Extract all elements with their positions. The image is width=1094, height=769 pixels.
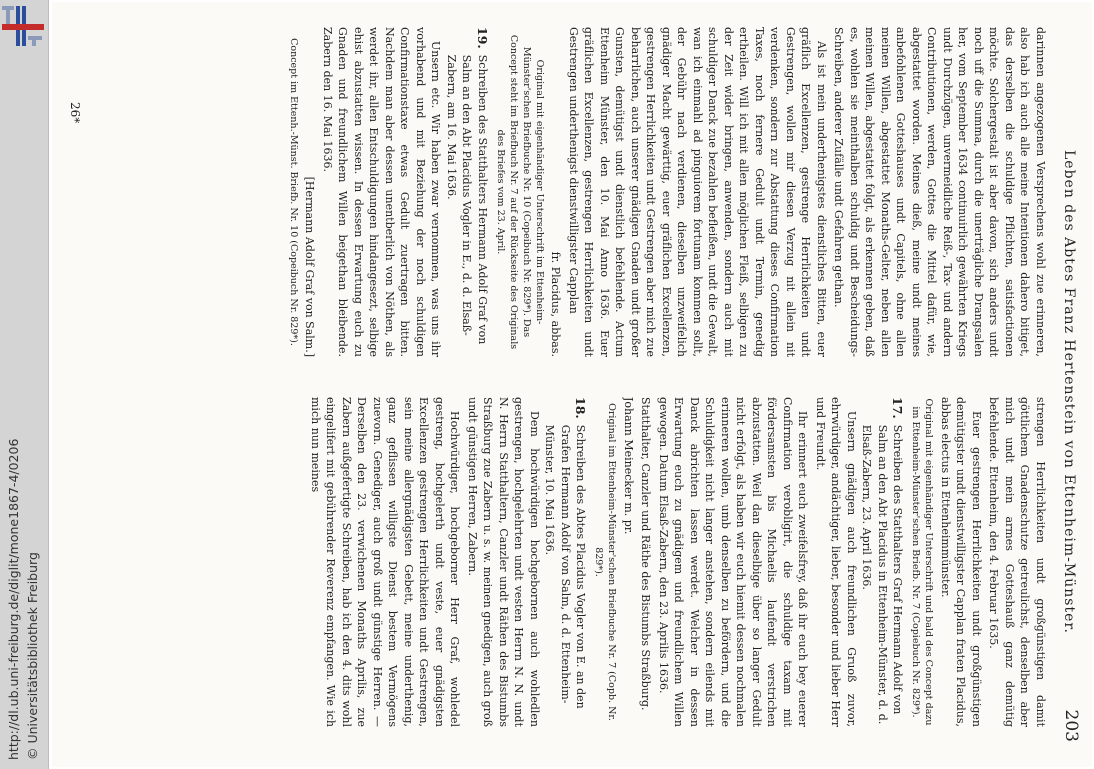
paragraph: Unsern gnädigen auch freundlichen Gruoß zuvor, ehrwürdiger, andächtiger, lieber, besonder und lieber Herr und Freundt. xyxy=(814,397,858,727)
source-note: Original mit eigenhändiger Unterschrift und bald des Concept dazu im Ettenheim-Münster'schen Briefb. Nr. 7 (Copiebuch Nr. 829*). xyxy=(910,398,935,726)
running-title: Leben des Abtes Franz Hertenstein von Ettenheim-Münster. xyxy=(1061,150,1077,634)
rotated-page-content xyxy=(52,2,1092,762)
letter-closing: Euer gestrengen Herrlichkeiten undt großgünstigen demütigster undt dienstwilligster Capplan fraten Placidus, abbas electus in Ettenheimmünster. xyxy=(939,397,983,727)
paragraph: Hochwürdiger, hochgeborner Herr Graf, wohledel gestreng, hochgelerth undt veste, euer gnädigsten Excellenzen gestrengen Herrlichkeiten undt Gestrengen, sein meine allergnädigsten Gebett, meine underthenig, ganz geflissen willigste Dienst bestem Vermögens zuevorn. Genediger, auch groß undt günstige Herren. — Derselben den 23. verwichenen Monaths Aprilis, zue Zabern außgefertigte Schreiben, hab ich den 4. dits wohl eingelifert mit gebührender Reverenz empfangen. Wie ich mich nun meines xyxy=(309,397,462,727)
entry-title: Schreiben des Abtes Placidus Vogler von E. an den Grafen Hermann Adolf von Salm, d. d. Ettenheim-Münster, 10. Mai 1636. xyxy=(543,424,588,709)
viewer-sidebar xyxy=(0,0,49,769)
signature: fr. Placidus, abbas. xyxy=(549,251,563,357)
paragraph: Als ist mein underthenigstes dienstliches Bitten, euer gräflich Excellenzen, gestrenge Herrlichkeiten undt Gestrengen, wollen mir diesen Verzug nit allein nit verdenken, sondern zur Abstattung dieses Confirmation Taxes, noch fernere Gedult undt Termin, genedig ertheilen. Will ich mit allen möglichen Fleiß, selbigen zu der Zeit wider bringen, anwenden, sondern auch mit schuldiger Danck zue bezahlen befleißen, undt die Gewalt, wan ich einmahl ad pinguiorem fortunam kommen sollt, der Gebühr nach verdienen, dieselben unzweifelich gnädiger Macht gewärttig, euer gräflichen Excellenzen, gestrengen Herrlichkeiten undt Gestrengen aber mich zue beharrlichen, auch unserer gnädigen Gnaden undt großer Gunsten, demütigst undt dienstlich befehlende. Actum Ettenheim Münster, den 10. Mai Anno 1636. Euer gräflichen Excellenzen, gestrengen Herrlichkeiten undt Gestrengen underthenigst dienstwilligster Capplan xyxy=(567,27,828,357)
paragraph: darinnen angezogenen Versprechens wohl zue erinneren, also hab ich auch alle meine Intentionen dahero bitiget, das derselben die schuldige Pflichten, satisfactionen möchte. Solchergestalt ist aber davon, sich anders undt noch uff die Summa, durch die unerträgliche Drangsalen her, vom September 1634 continuirlich gewährten Kriegs undt Durchzügen, unvermeidliche Reiß-, Tax- und andern Contributionen, werden, Gottes die Mittel dafür, wie, abgestattet worden. Meines dieß, meine undt meines anbefohlenen Gotteshauses undt Capitels, ohne allen meinen Willen, abgestattet Monaths-Gelter, neben allen meinen Willen, abgestattet folgt, als erkennen geben, daß es, wohlen sie meinthalben schuldig undt Bescheidungs-Schreiben, anderer Zufälle undt Gefahren gethan. xyxy=(832,27,1047,357)
opening-lines: strengen Herrlichkeiten undt großgünstigen damit göttlichem Gnadenschutze getreulichst, denselben aber mich undt mein armes Gotteshauß ganz demütig befehlende. Ettenheim, den 4. Februar 1635. xyxy=(987,397,1047,727)
document-page xyxy=(52,2,1092,767)
left-column xyxy=(88,397,1048,727)
entry-19-heading xyxy=(444,27,491,357)
paragraph: Dem hochwürdigen hochgebornen auch wohledlen gestrengen, hochgelehrten undt vesten Herrn N. N. undt N. Herrn Statthaltern, Canzler undt Räthen des Bistumbs Straßburg zue Zabern u. s. w. meinen gnedigen, auch groß undt günstigen Herren, Zabern. xyxy=(466,397,541,727)
signer-name: Johann Meinecker m. pr. xyxy=(622,397,635,535)
right-column xyxy=(88,27,1048,357)
page-number: 203 xyxy=(1061,709,1081,742)
entry-18-heading xyxy=(542,397,589,727)
entry-number: 19. xyxy=(475,27,490,49)
page-header xyxy=(1054,42,1081,742)
signature: Statthalter, Canzler und Räthe des Bistumbs Straßburg. xyxy=(639,397,653,711)
signature: [Hermann Adolf Graf von Salm.] xyxy=(303,176,317,357)
copyright-notice: © Universitätsbibliothek Freiburg xyxy=(25,552,40,760)
sheet-signature: 26* xyxy=(68,102,82,124)
paragraph: Unsern etc. Wir haben zwar vernommen, was uns ihr vorhabend und mit Beziehung der noch schuldigen Confirmationstaxe etwas Gedult zuertragen bitten. Nachdem man aber dessen unentberlich von Nöthen, als werdet ihr, allen Entschuldigungen hindangesezt, selbige ehist abzustatten wissen. In dessen Erwartung euch zu Gnaden und freundlichem Willen beigethan bleibende. Zabern den 16. Mai 1636. xyxy=(321,27,443,357)
document-url[interactable]: http://dl.ub.uni-freiburg.de/diglit/mone1867-4/0206 xyxy=(6,438,21,760)
ub-freiburg-logo-icon[interactable] xyxy=(2,6,44,46)
paragraph: Ihr erinnert euch zweifelsfrey, daß ihr euch bey euerer Confirmation verobligirt, die schuldige taxam mit fördersamsten bis Michaelis laufendt verstrichen abzustatten. Weil dan dieselbige über so langer Gedult nicht erfolgt, als haben wir euch hiemit dessen nochmalen erinneren wollen, umb denselben zu befördern, und die Schuldigkeit nicht langer anstehen, sondern eilends mit Danck abrichten lassen werdet. Welcher in dessen Erwartung euch zu gnädigem und freundlichem Willen gewogen. Datum Elsaß-Zabern, den 23. Aprilis 1636. xyxy=(657,397,810,727)
entry-title: Schreiben des Statthalters Graf Hermann Adolf von Salm an den Abt Placidus in Ettenheim-Münster, d. d. Elsaß-Zabern, 23. April 1636. xyxy=(860,424,905,725)
entry-number: 18. xyxy=(573,397,589,419)
source-note: Concept im Ettenh.-Münst. Briefb. Nr. 10 (Copeibuch Nr. 829*). xyxy=(288,38,299,346)
entry-title: Schreiben des Statthalters Hermann Adolf Graf von Salm an den Abt Placidus Vogler in E., d. d. Elsaß-Zabern, am 16. Mai 1636. xyxy=(445,54,489,345)
entry-17-heading xyxy=(859,397,906,727)
entry-number: 17. xyxy=(890,397,906,419)
source-note: Original im Ettenheim-Münster'schen Briefbuche Nr. 7 (Copb. Nr. 829*). xyxy=(593,403,618,721)
source-note: Original mit eigenhändiger Unterschrift im Ettenheim-Münster'schen Briefbuche Nr. 10 (Copeibuch Nr. 829*). Das Concept steht im Briefbuch Nr. 7 auf der Rückseite des Originals des Briefes vom 23. April. xyxy=(495,34,545,350)
